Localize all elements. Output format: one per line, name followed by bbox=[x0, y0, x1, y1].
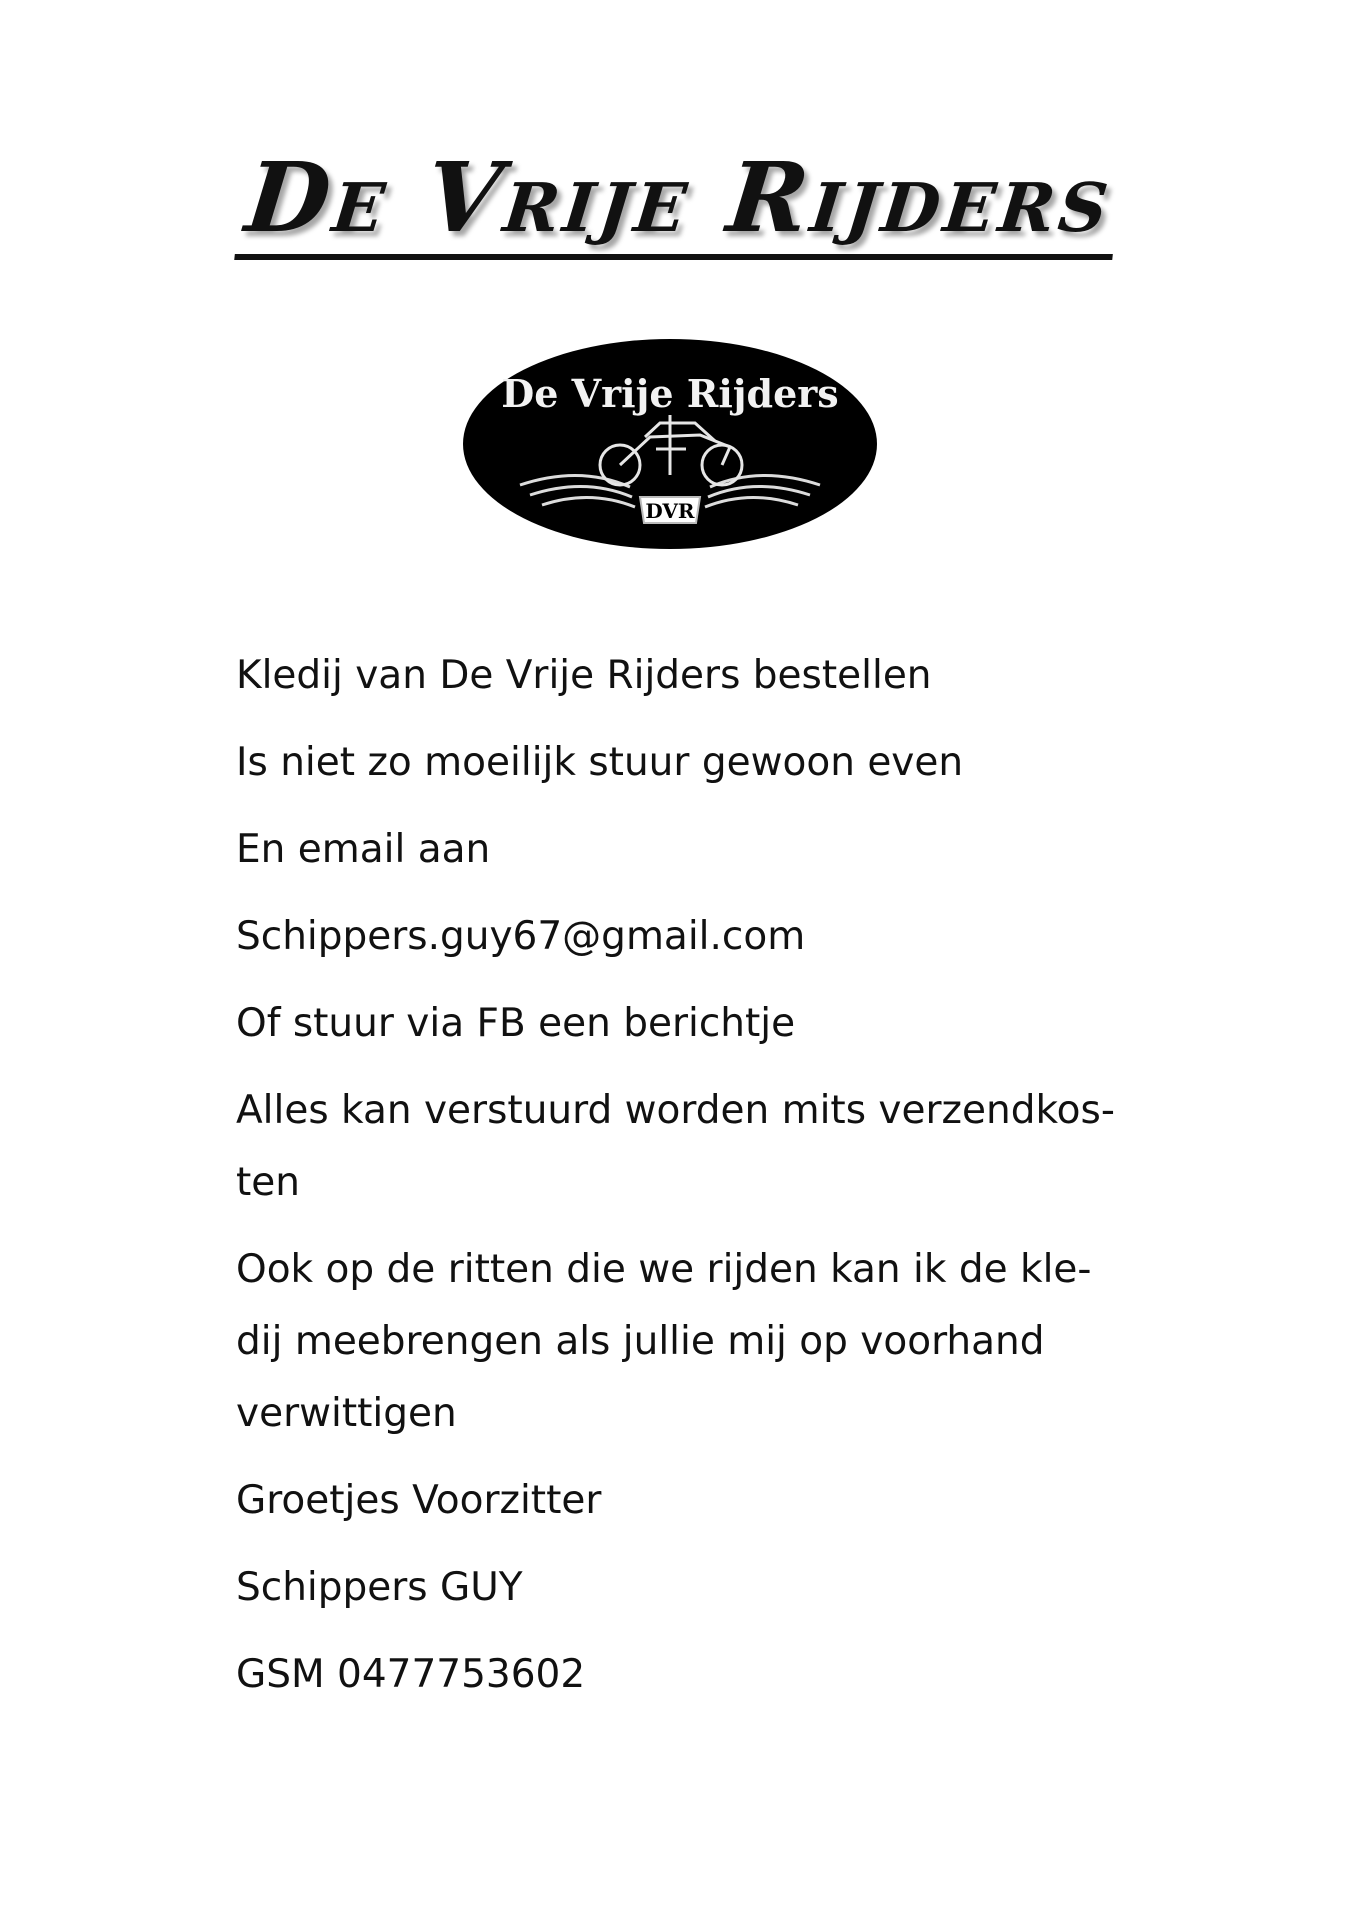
document-body bbox=[236, 640, 1176, 1726]
email-address: Schippers.guy67@gmail.com bbox=[236, 914, 806, 959]
page-title bbox=[0, 141, 1357, 260]
text-line: Ook op de ritten die we rijden kan ik de kle-dij meebrengen als jullie mij op voorhand verwittigen bbox=[236, 1247, 1092, 1436]
signature-name: Schippers GUY bbox=[236, 1565, 523, 1610]
text-line: Alles kan verstuurd worden mits verzendkos-ten bbox=[236, 1088, 1115, 1205]
logo-text: De Vrije Rijders bbox=[501, 371, 839, 416]
text-line: Kledij van De Vrije Rijders bestellen bbox=[236, 653, 932, 698]
text-line: Of stuur via FB een berichtje bbox=[236, 1001, 796, 1046]
page-title-text: De Vrije Rijders bbox=[234, 150, 1123, 260]
text-line: En email aan bbox=[236, 827, 491, 872]
club-logo-graphic bbox=[460, 337, 880, 551]
club-logo bbox=[460, 337, 880, 551]
text-line: Is niet zo moeilijk stuur gewoon even bbox=[236, 740, 964, 785]
logo-badge-text: DVR bbox=[645, 499, 695, 523]
phone-number: GSM 0477753602 bbox=[236, 1652, 586, 1697]
text-line: Groetjes Voorzitter bbox=[236, 1478, 602, 1523]
dvr-badge bbox=[640, 497, 700, 523]
